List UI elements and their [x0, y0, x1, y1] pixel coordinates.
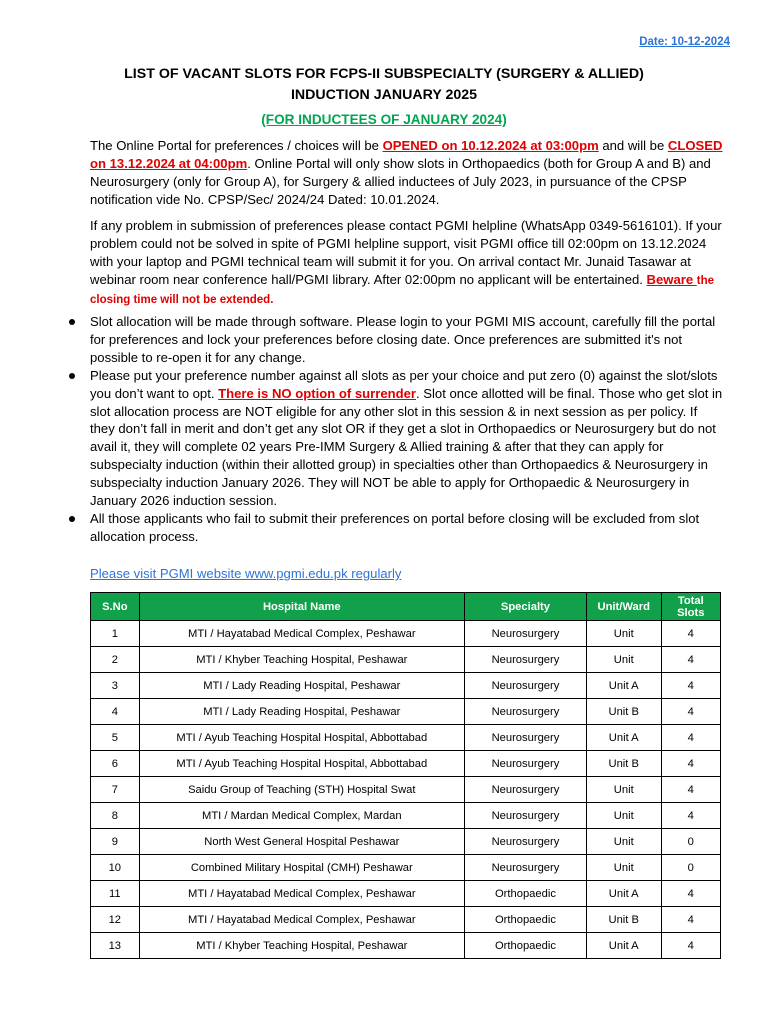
header-sno: S.No — [91, 593, 140, 621]
cell-sno: 11 — [91, 881, 140, 907]
cell-hospital-name: MTI / Ayub Teaching Hospital Hospital, Abbottabad — [139, 751, 464, 777]
table-row — [91, 881, 721, 907]
table-row — [91, 751, 721, 777]
cell-total-slots: 0 — [661, 855, 720, 881]
cell-hospital-name: MTI / Hayatabad Medical Complex, Peshawar — [139, 621, 464, 647]
document-title — [0, 64, 768, 106]
cell-specialty: Neurosurgery — [464, 699, 586, 725]
table-row — [91, 621, 721, 647]
table-row — [91, 907, 721, 933]
list-item — [90, 313, 725, 367]
closing-time-warning: the closing time will not be extended. — [90, 275, 715, 307]
bullet-text-2b: . Slot once allotted will be final. Those who get slot in slot allocation process are NOT eligible for any other slot in this session & in next session as per policy. If they don’t fall in merit and don’t get any slot OR if they get a slot in Orthopaedics or Neurosurgery but do not avail it, they will complete 02 years Pre-IMM Surgery & Allied training & after that they can apply for subspecialty induction (within their allotted group) in specialties other than Orthopaedics & Neurosurgery in subspecialty induction January 2026. They will NOT be able to apply for Orthopaedic & Neurosurgery in January 2026 induction session. — [90, 385, 723, 509]
cell-unit-ward: Unit A — [586, 725, 661, 751]
cell-unit-ward: Unit — [586, 803, 661, 829]
cell-sno: 6 — [91, 751, 140, 777]
cell-total-slots: 4 — [661, 725, 720, 751]
bullet-text-2a: Please put your preference number against all slots as per your choice and put zero (0) against the slot/slots you don’t want to opt. — [90, 367, 718, 401]
table-row — [91, 829, 721, 855]
cell-total-slots: 4 — [661, 751, 720, 777]
cell-hospital-name: MTI / Ayub Teaching Hospital Hospital, Abbottabad — [139, 725, 464, 751]
bullet-text-1: Slot allocation will be made through software. Please login to your PGMI MIS account, carefully fill the portal for preferences and lock your preferences before closing date. Once preferences are submitted it's not possible to re-open it for any change. — [90, 314, 716, 365]
cell-sno: 3 — [91, 673, 140, 699]
helpline-paragraph — [90, 217, 725, 309]
cell-unit-ward: Unit — [586, 621, 661, 647]
cell-hospital-name: MTI / Khyber Teaching Hospital, Peshawar — [139, 647, 464, 673]
cell-total-slots: 4 — [661, 673, 720, 699]
cell-specialty: Neurosurgery — [464, 673, 586, 699]
cell-total-slots: 0 — [661, 829, 720, 855]
header-hospital-name: Hospital Name — [139, 593, 464, 621]
list-item — [90, 367, 725, 510]
cell-sno: 5 — [91, 725, 140, 751]
table-row — [91, 933, 721, 959]
cell-unit-ward: Unit A — [586, 881, 661, 907]
cell-hospital-name: MTI / Hayatabad Medical Complex, Peshawar — [139, 881, 464, 907]
cell-hospital-name: MTI / Mardan Medical Complex, Mardan — [139, 803, 464, 829]
bullet-icon — [69, 319, 75, 325]
table-row — [91, 725, 721, 751]
bullet-icon — [69, 373, 75, 379]
cell-sno: 4 — [91, 699, 140, 725]
title-line-2: INDUCTION JANUARY 2025 — [290, 87, 478, 103]
cell-specialty: Orthopaedic — [464, 881, 586, 907]
table-row — [91, 647, 721, 673]
header-total-line-1: Total — [677, 594, 704, 607]
cell-unit-ward: Unit B — [586, 751, 661, 777]
header-total-line-2: Slots — [677, 606, 705, 619]
cell-specialty: Neurosurgery — [464, 647, 586, 673]
header-unit-ward: Unit/Ward — [586, 593, 661, 621]
cell-specialty: Neurosurgery — [464, 829, 586, 855]
document-date: Date: 10-12-2024 — [639, 36, 730, 48]
portal-notice-text-b: and will be — [598, 138, 668, 153]
cell-hospital-name: MTI / Lady Reading Hospital, Peshawar — [139, 673, 464, 699]
cell-sno: 9 — [91, 829, 140, 855]
portal-notice-paragraph — [90, 137, 725, 209]
cell-hospital-name: MTI / Khyber Teaching Hospital, Peshawar — [139, 933, 464, 959]
cell-unit-ward: Unit B — [586, 699, 661, 725]
cell-sno: 13 — [91, 933, 140, 959]
cell-hospital-name: Combined Military Hospital (CMH) Peshawar — [139, 855, 464, 881]
cell-total-slots: 4 — [661, 699, 720, 725]
cell-sno: 10 — [91, 855, 140, 881]
table-header-row — [91, 593, 721, 621]
portal-closed-date: CLOSED on 13.12.2024 at 04:00pm — [90, 138, 723, 172]
portal-opened-date: OPENED on 10.12.2024 at 03:00pm — [382, 138, 599, 153]
cell-specialty: Neurosurgery — [464, 855, 586, 881]
portal-notice-text-c: . Online Portal will only show slots in Orthopaedics (both for Group A and B) and Neurosurgery (only for Group A), for Surgery & allied inductees of July 2023, in pursuance of the CPSP notification vide No. CPSP/Sec/ 2024/24 Dated: 10.01.2024. — [90, 156, 711, 208]
cell-total-slots: 4 — [661, 647, 720, 673]
cell-specialty: Neurosurgery — [464, 725, 586, 751]
cell-total-slots: 4 — [661, 621, 720, 647]
cell-hospital-name: Saidu Group of Teaching (STH) Hospital Swat — [139, 777, 464, 803]
helpline-text: If any problem in submission of preferences please contact PGMI helpline (WhatsApp 0349-5616101). If your problem could not be solved in spite of PGMI helpline support, visit PGMI office till 02:00pm on 13.12.2024 with your laptop and PGMI technical team will submit it for you. On arrival contact Mr. Junaid Tasawar at webinar room near conference hall/PGMI library. After 02:00pm no applicant will be entertained. — [90, 218, 722, 288]
table-row — [91, 803, 721, 829]
cell-specialty: Orthopaedic — [464, 933, 586, 959]
cell-total-slots: 4 — [661, 777, 720, 803]
beware-label: Beware — [646, 272, 697, 288]
cell-unit-ward: Unit — [586, 777, 661, 803]
bullet-icon — [69, 516, 75, 522]
cell-sno: 12 — [91, 907, 140, 933]
vacant-slots-table — [90, 592, 721, 959]
cell-hospital-name: North West General Hospital Peshawar — [139, 829, 464, 855]
list-item — [90, 510, 725, 546]
cell-sno: 1 — [91, 621, 140, 647]
header-specialty: Specialty — [464, 593, 586, 621]
cell-unit-ward: Unit B — [586, 907, 661, 933]
cell-specialty: Neurosurgery — [464, 777, 586, 803]
cell-sno: 8 — [91, 803, 140, 829]
cell-specialty: Neurosurgery — [464, 751, 586, 777]
bullet-text-3: All those applicants who fail to submit their preferences on portal before closing will be excluded from slot allocation process. — [90, 510, 700, 544]
cell-total-slots: 4 — [661, 803, 720, 829]
pgmi-website-link[interactable]: Please visit PGMI website www.pgmi.edu.pk regularly — [90, 566, 402, 581]
table-row — [91, 777, 721, 803]
cell-specialty: Neurosurgery — [464, 621, 586, 647]
cell-unit-ward: Unit — [586, 647, 661, 673]
no-surrender-warning: There is NO option of surrender — [218, 385, 417, 401]
cell-sno: 7 — [91, 777, 140, 803]
portal-notice-text-a: The Online Portal for preferences / choices will be — [90, 138, 383, 153]
cell-hospital-name: MTI / Lady Reading Hospital, Peshawar — [139, 699, 464, 725]
cell-sno: 2 — [91, 647, 140, 673]
cell-unit-ward: Unit — [586, 829, 661, 855]
table-row — [91, 699, 721, 725]
title-line-1: LIST OF VACANT SLOTS FOR FCPS-II SUBSPECIALTY (SURGERY & ALLIED) — [124, 66, 644, 82]
cell-unit-ward: Unit A — [586, 933, 661, 959]
cell-total-slots: 4 — [661, 933, 720, 959]
table-row — [91, 673, 721, 699]
document-subtitle: (FOR INDUCTEES OF JANUARY 2024) — [261, 112, 507, 127]
cell-unit-ward: Unit — [586, 855, 661, 881]
header-total-slots — [661, 593, 720, 621]
cell-unit-ward: Unit A — [586, 673, 661, 699]
cell-specialty: Orthopaedic — [464, 907, 586, 933]
cell-specialty: Neurosurgery — [464, 803, 586, 829]
instruction-list — [90, 313, 725, 546]
cell-hospital-name: MTI / Hayatabad Medical Complex, Peshawar — [139, 907, 464, 933]
cell-total-slots: 4 — [661, 907, 720, 933]
cell-total-slots: 4 — [661, 881, 720, 907]
table-row — [91, 855, 721, 881]
